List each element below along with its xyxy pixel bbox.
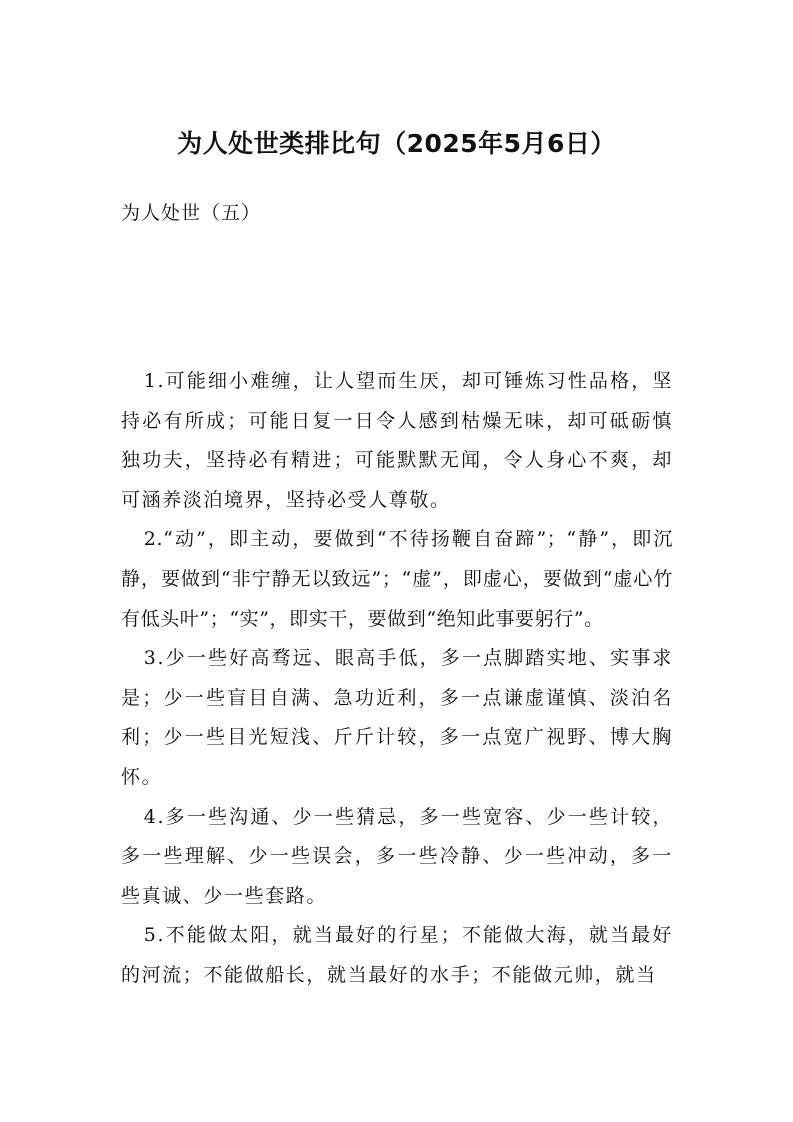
paragraph-4: 4.多一些沟通、少一些猜忌，多一些宽容、少一些计较，多一些理解、少一些误会，多一些冷静、少一些冲动，多一些真诚、少一些套路。	[121, 805, 673, 907]
document-body	[121, 362, 673, 996]
paragraph-3: 3.少一些好高骛远、眼高手低，多一点脚踏实地、实事求是；少一些盲目自满、急功近利，多一点谦虚谨慎、淡泊名利；少一些目光短浅、斤斤计较，多一点宽广视野、博大胸怀。	[121, 647, 673, 788]
document-title: 为人处世类排比句（2025年5月6日）	[177, 129, 616, 158]
paragraph-1: 1.可能细小难缠，让人望而生厌，却可锤炼习性品格，坚持必有所成；可能日复一日令人感到枯燥无味，却可砥砺慎独功夫，坚持必有精进；可能默默无闻，令人身心不爽，却可涵养淡泊境界，坚持必受人尊敬。	[121, 370, 673, 511]
section-subtitle: 为人处世（五）	[121, 202, 262, 224]
paragraph-2: 2.“动”，即主动，要做到“不待扬鞭自奋蹄”；“静”，即沉静，要做到“非宁静无以致远”；“虚”，即虚心，要做到“虚心竹有低头叶”；“实”，即实干，要做到“绝知此事要躬行”。	[121, 528, 673, 630]
paragraph-5: 5.不能做太阳，就当最好的行星；不能做大海，就当最好的河流；不能做船长，就当最好的水手；不能做元帅，就当	[121, 924, 673, 986]
